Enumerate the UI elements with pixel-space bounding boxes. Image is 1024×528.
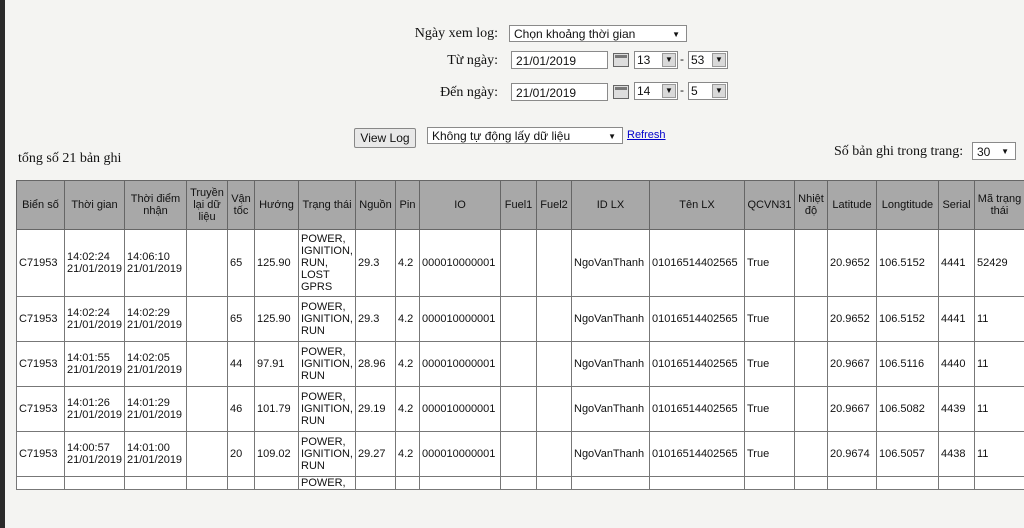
fuel2-cell	[537, 230, 572, 297]
column-header[interactable]: Thời gian	[65, 181, 125, 230]
from-hour-value: 13	[637, 53, 651, 67]
time-value: 14:02:24	[67, 307, 110, 319]
total-records-text: tổng số 21 bản ghi	[18, 151, 122, 166]
fuel1-cell	[501, 230, 537, 297]
latitude-cell: 20.9667	[828, 387, 877, 432]
plate-cell: C71953	[17, 342, 65, 387]
temperature-cell	[795, 432, 828, 477]
per-page-label: Số bản ghi trong trang:	[834, 144, 964, 159]
column-header[interactable]: Mã trạng thái	[975, 181, 1024, 230]
longitude-cell: 106.5116	[877, 342, 939, 387]
column-header[interactable]: QCVN31	[745, 181, 795, 230]
date-value: 21/01/2019	[67, 319, 123, 331]
to-hour-select[interactable]	[634, 82, 678, 100]
resend-cell	[187, 342, 228, 387]
status-cell: POWER, IGNITION, RUN	[299, 297, 356, 342]
date-value: 21/01/2019	[127, 263, 183, 275]
fuel2-cell	[537, 297, 572, 342]
resend-cell	[187, 297, 228, 342]
io-cell: 000010000001	[420, 387, 501, 432]
date-value: 21/01/2019	[127, 409, 183, 421]
longitude-cell: 106.5152	[877, 297, 939, 342]
table-row[interactable]	[17, 342, 1024, 387]
time-cell	[65, 230, 125, 297]
fuel1-cell	[501, 477, 537, 490]
speed-cell	[228, 477, 255, 490]
received-cell	[125, 432, 187, 477]
power-cell: 29.19	[356, 387, 396, 432]
to-date-input[interactable]: 21/01/2019	[511, 83, 608, 101]
table-row[interactable]	[17, 297, 1024, 342]
date-value: 21/01/2019	[67, 409, 123, 421]
status-cell: POWER, IGNITION, RUN	[299, 432, 356, 477]
resend-cell	[187, 432, 228, 477]
speed-cell: 46	[228, 387, 255, 432]
latitude-cell: 20.9667	[828, 342, 877, 387]
column-header[interactable]: ID LX	[572, 181, 650, 230]
per-page-select[interactable]	[972, 142, 1016, 160]
log-table	[16, 180, 1024, 490]
longitude-cell: 106.5152	[877, 230, 939, 297]
latitude-cell	[828, 477, 877, 490]
status-cell: POWER, IGNITION, RUN	[299, 342, 356, 387]
longitude-cell: 106.5057	[877, 432, 939, 477]
time-value: 14:02:05	[127, 352, 170, 364]
from-date-label: Từ ngày:	[447, 53, 498, 68]
received-cell	[125, 342, 187, 387]
pin-cell	[396, 477, 420, 490]
direction-cell: 125.90	[255, 297, 299, 342]
table-header-row	[17, 181, 1024, 230]
left-edge-shadow	[0, 0, 5, 528]
status-cell: POWER, IGNITION, RUN, LOST GPRS	[299, 230, 356, 297]
qcvn-cell: True	[745, 297, 795, 342]
table-row[interactable]	[17, 477, 1024, 490]
column-header[interactable]: Longtitude	[877, 181, 939, 230]
dropdown-arrow-icon: ▼	[1001, 147, 1009, 156]
temperature-cell	[795, 342, 828, 387]
driver-id-cell	[572, 477, 650, 490]
serial-cell: 4441	[939, 230, 975, 297]
longitude-cell	[877, 477, 939, 490]
date-value: 21/01/2019	[67, 364, 123, 376]
qcvn-cell: True	[745, 342, 795, 387]
calendar-icon[interactable]	[613, 85, 629, 99]
driver-name-cell: 01016514402565	[650, 230, 745, 297]
received-cell	[125, 297, 187, 342]
serial-cell: 4440	[939, 342, 975, 387]
resend-cell	[187, 477, 228, 490]
status-cell: POWER,	[299, 477, 356, 490]
status-code-cell: 11	[975, 432, 1024, 477]
fuel2-cell	[537, 477, 572, 490]
column-header[interactable]: Thời điểm nhận	[125, 181, 187, 230]
driver-id-cell: NgoVanThanh	[572, 297, 650, 342]
temperature-cell	[795, 477, 828, 490]
time-value: 14:01:00	[127, 442, 170, 454]
fuel2-cell	[537, 432, 572, 477]
date-value: 21/01/2019	[127, 454, 183, 466]
table-row[interactable]	[17, 230, 1024, 297]
speed-cell: 65	[228, 297, 255, 342]
driver-name-cell: 01016514402565	[650, 432, 745, 477]
speed-cell: 44	[228, 342, 255, 387]
driver-name-cell	[650, 477, 745, 490]
direction-cell: 97.91	[255, 342, 299, 387]
refresh-link[interactable]: Refresh	[627, 129, 666, 141]
time-value: 14:02:24	[67, 251, 110, 263]
plate-cell: C71953	[17, 387, 65, 432]
column-header[interactable]: Fuel1	[501, 181, 537, 230]
dropdown-arrow-icon: ▼	[712, 53, 726, 67]
qcvn-cell: True	[745, 387, 795, 432]
date-value: 21/01/2019	[127, 319, 183, 331]
temperature-cell	[795, 230, 828, 297]
fuel1-cell	[501, 432, 537, 477]
column-header[interactable]: IO	[420, 181, 501, 230]
serial-cell: 4441	[939, 297, 975, 342]
view-log-button[interactable]: View Log	[354, 128, 416, 148]
time-value: 14:01:29	[127, 397, 170, 409]
driver-id-cell: NgoVanThanh	[572, 230, 650, 297]
column-header[interactable]: Nhiệt độ	[795, 181, 828, 230]
status-code-cell: 11	[975, 297, 1024, 342]
pin-cell: 4.2	[396, 432, 420, 477]
plate-cell: C71953	[17, 230, 65, 297]
pin-cell: 4.2	[396, 297, 420, 342]
table-row[interactable]	[17, 387, 1024, 432]
column-header[interactable]: Trạng thái	[299, 181, 356, 230]
longitude-cell: 106.5082	[877, 387, 939, 432]
resend-cell	[187, 387, 228, 432]
latitude-cell: 20.9652	[828, 230, 877, 297]
column-header[interactable]: Serial	[939, 181, 975, 230]
plate-cell	[17, 477, 65, 490]
serial-cell: 4439	[939, 387, 975, 432]
status-code-cell: 52429	[975, 230, 1024, 297]
power-cell	[356, 477, 396, 490]
to-minute-select[interactable]	[688, 82, 728, 100]
serial-cell: 4438	[939, 432, 975, 477]
time-value: 14:06:10	[127, 251, 170, 263]
status-code-cell: 11	[975, 387, 1024, 432]
power-cell: 29.27	[356, 432, 396, 477]
direction-cell: 125.90	[255, 230, 299, 297]
column-header[interactable]: Pin	[396, 181, 420, 230]
fuel2-cell	[537, 342, 572, 387]
time-cell	[65, 342, 125, 387]
from-minute-value: 53	[691, 53, 705, 67]
qcvn-cell: True	[745, 230, 795, 297]
to-hour-value: 14	[637, 84, 651, 98]
power-cell: 29.3	[356, 297, 396, 342]
dropdown-arrow-icon: ▼	[662, 53, 676, 67]
column-header[interactable]: Truyền lại dữ liệu	[187, 181, 228, 230]
auto-fetch-select-value: Không tự động lấy dữ liệu	[432, 129, 571, 143]
status-code-cell	[975, 477, 1024, 490]
io-cell: 000010000001	[420, 342, 501, 387]
driver-id-cell: NgoVanThanh	[572, 387, 650, 432]
received-cell	[125, 387, 187, 432]
power-cell: 29.3	[356, 230, 396, 297]
time-separator: -	[680, 52, 684, 66]
log-date-label: Ngày xem log:	[414, 26, 498, 41]
driver-name-cell: 01016514402565	[650, 297, 745, 342]
pin-cell: 4.2	[396, 387, 420, 432]
log-range-select-value: Chọn khoảng thời gian	[514, 27, 636, 41]
time-cell	[65, 477, 125, 490]
power-cell: 28.96	[356, 342, 396, 387]
time-cell	[65, 432, 125, 477]
driver-id-cell: NgoVanThanh	[572, 432, 650, 477]
io-cell: 000010000001	[420, 432, 501, 477]
received-cell	[125, 477, 187, 490]
received-cell	[125, 230, 187, 297]
pin-cell: 4.2	[396, 342, 420, 387]
fuel1-cell	[501, 342, 537, 387]
column-header[interactable]: Hướng	[255, 181, 299, 230]
column-header[interactable]: Biển số	[17, 181, 65, 230]
column-header[interactable]: Vận tốc	[228, 181, 255, 230]
dropdown-arrow-icon: ▼	[662, 84, 676, 98]
resend-cell	[187, 230, 228, 297]
speed-cell: 65	[228, 230, 255, 297]
qcvn-cell: True	[745, 432, 795, 477]
fuel2-cell	[537, 387, 572, 432]
driver-name-cell: 01016514402565	[650, 342, 745, 387]
time-value: 14:02:29	[127, 307, 170, 319]
column-header[interactable]: Fuel2	[537, 181, 572, 230]
time-cell	[65, 297, 125, 342]
time-value: 14:00:57	[67, 442, 110, 454]
time-value: 14:01:55	[67, 352, 110, 364]
status-code-cell: 11	[975, 342, 1024, 387]
calendar-icon[interactable]	[613, 53, 629, 67]
direction-cell	[255, 477, 299, 490]
column-header[interactable]: Nguồn	[356, 181, 396, 230]
latitude-cell: 20.9674	[828, 432, 877, 477]
time-separator: -	[680, 83, 684, 97]
plate-cell: C71953	[17, 432, 65, 477]
driver-name-cell: 01016514402565	[650, 387, 745, 432]
pin-cell: 4.2	[396, 230, 420, 297]
date-value: 21/01/2019	[67, 263, 123, 275]
from-hour-select[interactable]	[634, 51, 678, 69]
fuel1-cell	[501, 387, 537, 432]
status-cell: POWER, IGNITION, RUN	[299, 387, 356, 432]
from-minute-select[interactable]	[688, 51, 728, 69]
date-value: 21/01/2019	[67, 454, 123, 466]
dropdown-arrow-icon: ▼	[608, 132, 616, 141]
log-range-select[interactable]	[509, 25, 687, 42]
temperature-cell	[795, 387, 828, 432]
date-value: 21/01/2019	[127, 364, 183, 376]
from-date-input[interactable]: 21/01/2019	[511, 51, 608, 69]
time-cell	[65, 387, 125, 432]
fuel1-cell	[501, 297, 537, 342]
column-header[interactable]: Tên LX	[650, 181, 745, 230]
time-value: 14:01:26	[67, 397, 110, 409]
serial-cell	[939, 477, 975, 490]
table-row[interactable]	[17, 432, 1024, 477]
temperature-cell	[795, 297, 828, 342]
speed-cell: 20	[228, 432, 255, 477]
to-date-label: Đến ngày:	[440, 85, 498, 100]
column-header[interactable]: Latitude	[828, 181, 877, 230]
per-page-value: 30	[977, 145, 991, 159]
plate-cell: C71953	[17, 297, 65, 342]
io-cell: 000010000001	[420, 297, 501, 342]
dropdown-arrow-icon: ▼	[672, 30, 680, 39]
io-cell: 000010000001	[420, 230, 501, 297]
direction-cell: 101.79	[255, 387, 299, 432]
latitude-cell: 20.9652	[828, 297, 877, 342]
qcvn-cell	[745, 477, 795, 490]
driver-id-cell: NgoVanThanh	[572, 342, 650, 387]
to-minute-value: 5	[691, 84, 698, 98]
direction-cell: 109.02	[255, 432, 299, 477]
dropdown-arrow-icon: ▼	[712, 84, 726, 98]
io-cell	[420, 477, 501, 490]
auto-fetch-select[interactable]	[427, 127, 623, 144]
